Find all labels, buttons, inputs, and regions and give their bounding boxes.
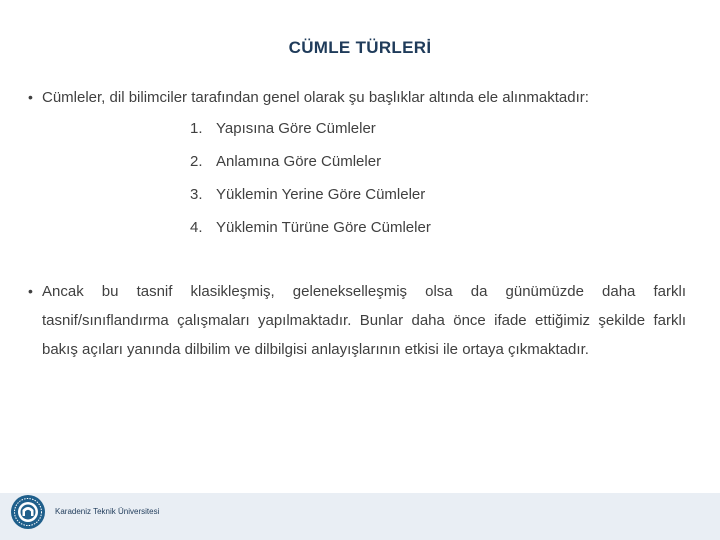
list-item <box>190 213 431 246</box>
sentence-types-list <box>190 114 431 246</box>
list-item-number: 1. <box>190 120 203 137</box>
university-name: Karadeniz Teknik Üniversitesi <box>55 507 160 516</box>
bullet-intro-text: Cümleler, dil bilimciler tarafından genel olarak şu başlıklar altında ele alınmaktadır: <box>42 89 589 106</box>
list-item-text: Yüklemin Yerine Göre Cümleler <box>216 186 426 203</box>
list-item-text: Yüklemin Türüne Göre Cümleler <box>216 219 431 236</box>
university-seal-icon <box>10 494 46 530</box>
bullet-intro <box>28 83 686 112</box>
bullet-dot-icon: • <box>28 89 33 105</box>
list-item-text: Yapısına Göre Cümleler <box>216 120 376 137</box>
list-item-number: 2. <box>190 153 203 170</box>
bullet-dot-icon: • <box>28 283 33 299</box>
slide-title: CÜMLE TÜRLERİ <box>288 38 432 57</box>
list-item-text: Anlamına Göre Cümleler <box>216 153 382 170</box>
list-item-number: 3. <box>190 186 203 203</box>
list-item-number: 4. <box>190 219 203 236</box>
list-item <box>190 114 431 147</box>
list-item <box>190 180 431 213</box>
footer-bar <box>0 493 720 540</box>
list-item <box>190 147 431 180</box>
bullet-note-text: Ancak bu tasnif klasikleşmiş, gelenekselleşmiş olsa da günümüzde daha farklı tasnif/sınıflandırma çalışmaları yapılmaktadır. Bunlar daha önce ifade ettiğimiz şekilde farklı bakış açıları yanında dilbilim ve dilbilgisi anlayışlarının etkisi ile ortaya çıkmaktadır. <box>42 283 686 358</box>
bullet-note <box>28 277 686 364</box>
